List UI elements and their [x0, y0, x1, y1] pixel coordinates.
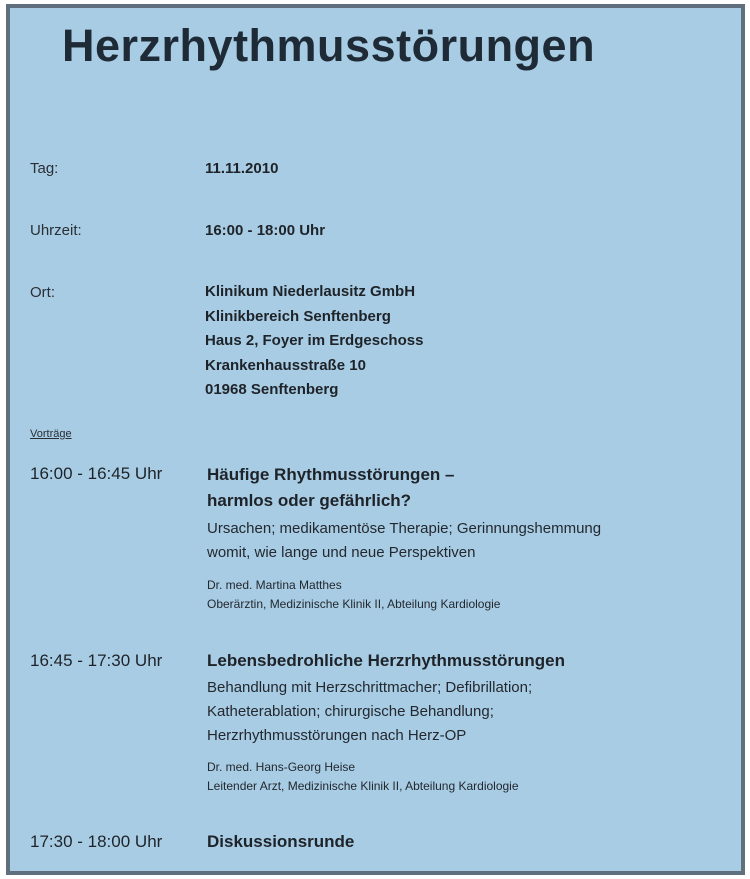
speaker-name: Dr. med. Martina Matthes — [207, 578, 342, 592]
program-card — [6, 4, 745, 875]
talk-title — [207, 829, 354, 855]
speaker-name: Dr. med. Hans-Georg Heise — [207, 760, 356, 774]
talk-description — [207, 676, 532, 748]
talk-title-line: harmlos oder gefährlich? — [207, 491, 412, 510]
talk-speaker — [207, 758, 519, 796]
talk-description-line: Behandlung mit Herzschrittmacher; Defibrillation; — [207, 679, 533, 696]
uhrzeit-label: Uhrzeit: — [30, 222, 82, 239]
talk-time: 16:45 - 17:30 Uhr — [30, 651, 163, 670]
uhrzeit-value: 16:00 - 18:00 Uhr — [205, 222, 326, 239]
talk-title — [207, 462, 454, 514]
ort-label: Ort: — [30, 284, 55, 301]
address-line: 01968 Senftenberg — [205, 381, 339, 398]
talk-time: 17:30 - 18:00 Uhr — [30, 832, 163, 851]
talk-time: 16:00 - 16:45 Uhr — [30, 464, 163, 483]
address-line: Klinikbereich Senftenberg — [205, 307, 391, 325]
tag-value: 11.11.2010 — [205, 160, 279, 177]
talk-description-line: Herzrhythmusstörungen nach Herz-OP — [207, 727, 467, 744]
talk-title-line: Diskussionsrunde — [207, 832, 355, 851]
address-line: Krankenhausstraße 10 — [205, 356, 366, 374]
address-line: Klinikum Niederlausitz GmbH — [205, 283, 416, 300]
ort-address — [205, 280, 423, 403]
talk-description-line: Katheterablation; chirurgische Behandlung; — [207, 703, 494, 720]
talk-title — [207, 648, 565, 674]
talk-description-line: Ursachen; medikamentöse Therapie; Gerinnungshemmung — [207, 520, 602, 537]
tag-label: Tag: — [30, 160, 59, 177]
talk-description-line: womit, wie lange und neue Perspektiven — [207, 544, 476, 561]
speaker-role: Leitender Arzt, Medizinische Klinik II, Abteilung Kardiologie — [207, 779, 519, 793]
talk-title-line: Lebensbedrohliche Herzrhythmusstörungen — [207, 651, 565, 670]
page-title: Herzrhythmusstörungen — [62, 20, 596, 71]
talk-speaker — [207, 576, 500, 614]
address-line: Haus 2, Foyer im Erdgeschoss — [205, 332, 424, 349]
section-label-vortraege: Vorträge — [30, 428, 72, 440]
speaker-role: Oberärztin, Medizinische Klinik II, Abteilung Kardiologie — [207, 597, 501, 611]
talk-title-line: Häufige Rhythmusstörungen – — [207, 465, 455, 484]
talk-description — [207, 517, 601, 565]
